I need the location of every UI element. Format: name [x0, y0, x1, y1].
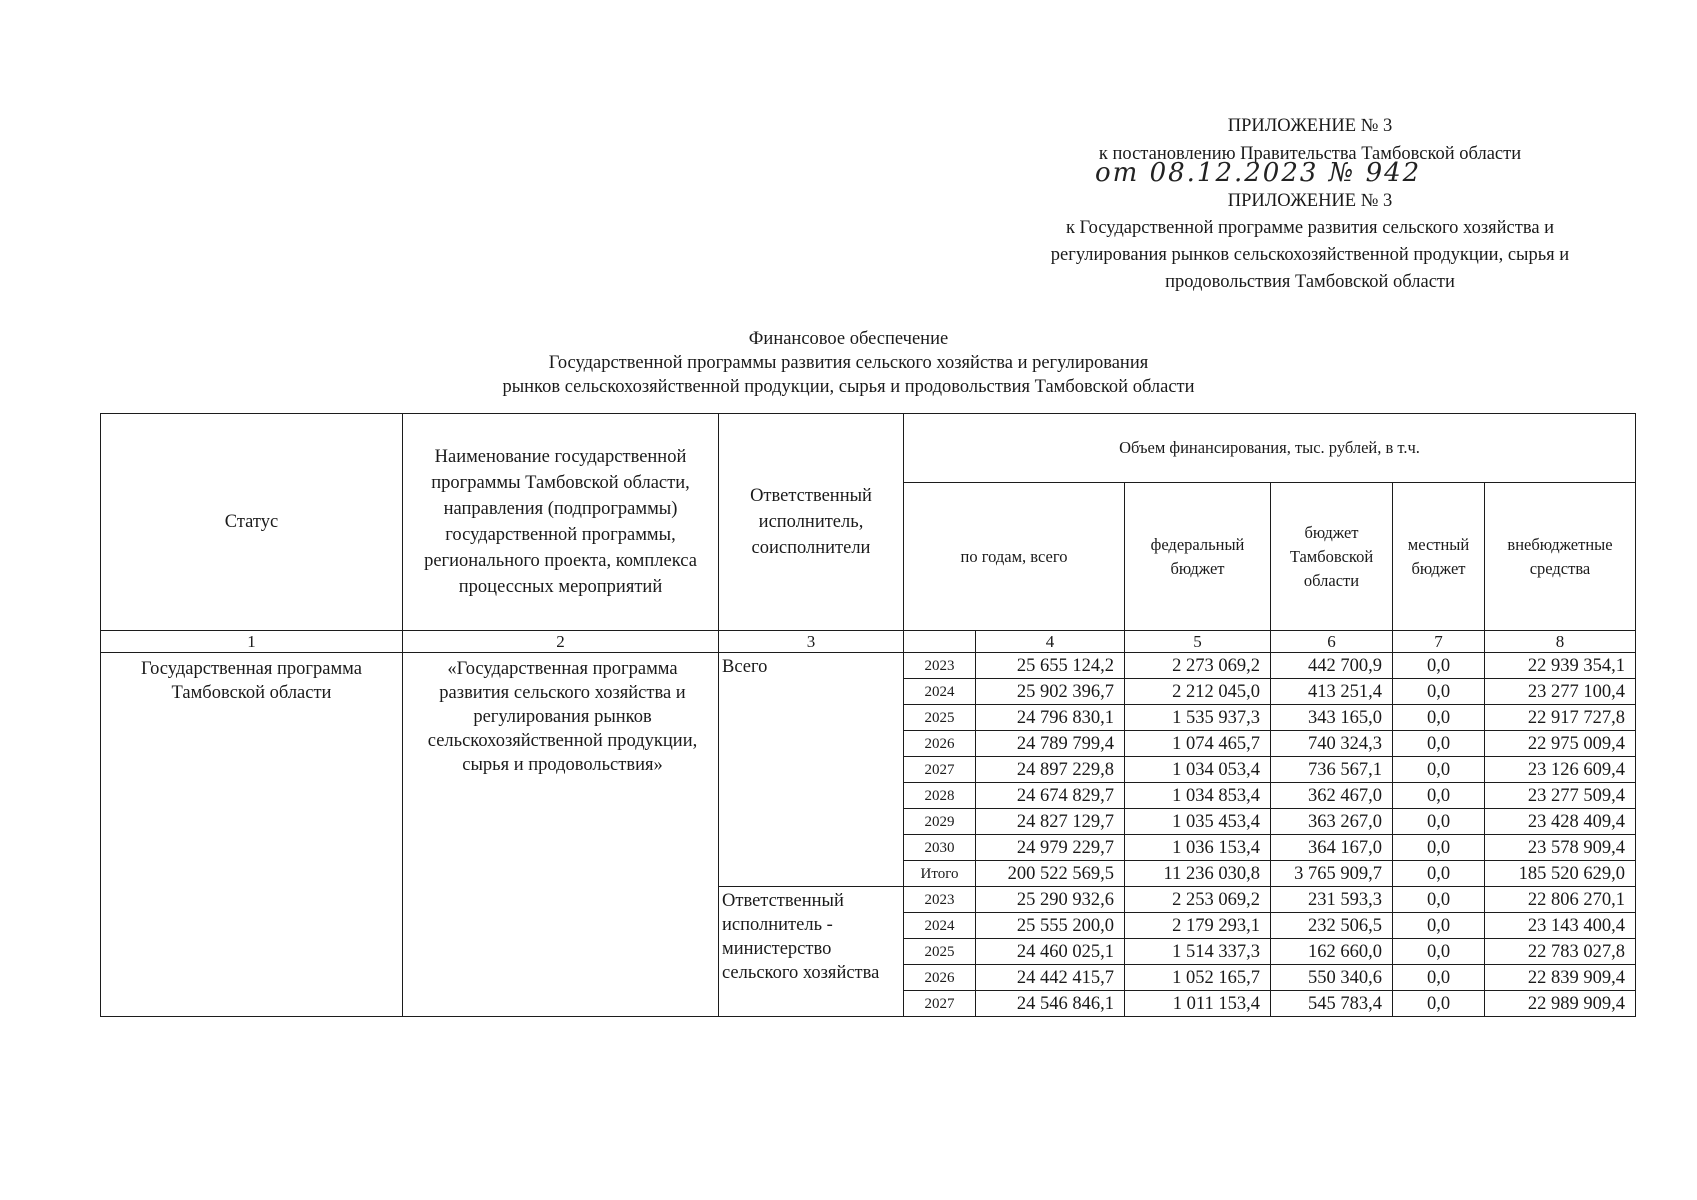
year-cell: 2028	[904, 783, 976, 809]
local-cell: 0,0	[1393, 939, 1485, 965]
status-cell: Государственная программа Тамбовской области	[101, 653, 403, 1017]
local-cell: 0,0	[1393, 861, 1485, 887]
regional-cell: 442 700,9	[1271, 653, 1393, 679]
total-cell: 200 522 569,5	[976, 861, 1125, 887]
year-cell: 2025	[904, 939, 976, 965]
financing-table	[100, 413, 1636, 1017]
total-cell: 24 827 129,7	[976, 809, 1125, 835]
year-cell: 2023	[904, 887, 976, 913]
regional-cell: 232 506,5	[1271, 913, 1393, 939]
regional-cell: 363 267,0	[1271, 809, 1393, 835]
year-cell: 2026	[904, 965, 976, 991]
total-cell: 24 897 229,8	[976, 757, 1125, 783]
regional-cell: 550 340,6	[1271, 965, 1393, 991]
header-name: Наименование государственной программы Тамбовской области, направления (подпрограммы) государственной программы, регионального проекта, комплекса процессных мероприятий	[403, 414, 719, 631]
program-reference-line: к Государственной программе развития сельского хозяйства и	[1065, 218, 1555, 238]
header-extra: внебюджетные средства	[1485, 483, 1636, 631]
local-cell: 0,0	[1393, 783, 1485, 809]
federal-cell: 2 253 069,2	[1125, 887, 1271, 913]
local-cell: 0,0	[1393, 913, 1485, 939]
extra-cell: 22 917 727,8	[1485, 705, 1636, 731]
header-local: местный бюджет	[1393, 483, 1485, 631]
total-cell: 24 796 830,1	[976, 705, 1125, 731]
local-cell: 0,0	[1393, 835, 1485, 861]
year-cell: Итого	[904, 861, 976, 887]
appendix-header-program	[960, 188, 1660, 296]
local-cell: 0,0	[1393, 653, 1485, 679]
federal-cell: 11 236 030,8	[1125, 861, 1271, 887]
column-number: 7	[1393, 631, 1485, 653]
resolution-reference: к постановлению Правительства Тамбовской области	[1098, 144, 1522, 164]
extra-cell: 22 806 270,1	[1485, 887, 1636, 913]
column-number: 5	[1125, 631, 1271, 653]
year-cell: 2027	[904, 757, 976, 783]
local-cell: 0,0	[1393, 887, 1485, 913]
total-cell: 25 555 200,0	[976, 913, 1125, 939]
appendix-label: ПРИЛОЖЕНИЕ № 3	[1227, 191, 1393, 211]
year-cell: 2029	[904, 809, 976, 835]
federal-cell: 2 273 069,2	[1125, 653, 1271, 679]
total-cell: 25 655 124,2	[976, 653, 1125, 679]
executor-cell: Всего	[719, 653, 904, 887]
extra-cell: 22 989 909,4	[1485, 991, 1636, 1017]
year-cell: 2025	[904, 705, 976, 731]
total-cell: 24 546 846,1	[976, 991, 1125, 1017]
header-executor: Ответственный исполнитель, соисполнители	[719, 414, 904, 631]
regional-cell: 364 167,0	[1271, 835, 1393, 861]
year-cell: 2027	[904, 991, 976, 1017]
column-number: 1	[101, 631, 403, 653]
extra-cell: 22 783 027,8	[1485, 939, 1636, 965]
regional-cell: 343 165,0	[1271, 705, 1393, 731]
year-cell: 2023	[904, 653, 976, 679]
regional-cell: 3 765 909,7	[1271, 861, 1393, 887]
total-cell: 24 979 229,7	[976, 835, 1125, 861]
federal-cell: 1 535 937,3	[1125, 705, 1271, 731]
header-status: Статус	[101, 414, 403, 631]
regional-cell: 740 324,3	[1271, 731, 1393, 757]
program-reference-line: регулирования рынков сельскохозяйственной продукции, сырья и	[1050, 245, 1570, 265]
extra-cell: 23 126 609,4	[1485, 757, 1636, 783]
local-cell: 0,0	[1393, 679, 1485, 705]
table-title	[0, 327, 1697, 399]
year-cell: 2030	[904, 835, 976, 861]
year-cell: 2026	[904, 731, 976, 757]
column-number: 8	[1485, 631, 1636, 653]
total-cell: 25 290 932,6	[976, 887, 1125, 913]
total-cell: 24 789 799,4	[976, 731, 1125, 757]
column-number: 2	[403, 631, 719, 653]
local-cell: 0,0	[1393, 731, 1485, 757]
federal-cell: 1 052 165,7	[1125, 965, 1271, 991]
header-by-years: по годам, всего	[904, 483, 1125, 631]
column-number: 4	[976, 631, 1125, 653]
year-cell: 2024	[904, 679, 976, 705]
extra-cell: 185 520 629,0	[1485, 861, 1636, 887]
extra-cell: 22 975 009,4	[1485, 731, 1636, 757]
table-title-line: рынков сельскохозяйственной продукции, сырья и продовольствия Тамбовской области	[502, 377, 1195, 397]
column-number: 6	[1271, 631, 1393, 653]
table-row	[101, 653, 1636, 679]
table-title-line: Финансовое обеспечение	[748, 329, 949, 349]
executor-cell: Ответственный исполнитель - министерство сельского хозяйства	[719, 887, 904, 1017]
regional-cell: 736 567,1	[1271, 757, 1393, 783]
extra-cell: 22 939 354,1	[1485, 653, 1636, 679]
local-cell: 0,0	[1393, 991, 1485, 1017]
year-cell: 2024	[904, 913, 976, 939]
appendix-label: ПРИЛОЖЕНИЕ № 3	[1227, 116, 1393, 136]
regional-cell: 413 251,4	[1271, 679, 1393, 705]
federal-cell: 1 035 453,4	[1125, 809, 1271, 835]
total-cell: 24 674 829,7	[976, 783, 1125, 809]
federal-cell: 1 036 153,4	[1125, 835, 1271, 861]
extra-cell: 22 839 909,4	[1485, 965, 1636, 991]
extra-cell: 23 578 909,4	[1485, 835, 1636, 861]
header-federal: федеральный бюджет	[1125, 483, 1271, 631]
federal-cell: 1 034 053,4	[1125, 757, 1271, 783]
column-number: 3	[719, 631, 904, 653]
column-number-blank	[904, 631, 976, 653]
federal-cell: 2 212 045,0	[1125, 679, 1271, 705]
regional-cell: 545 783,4	[1271, 991, 1393, 1017]
table-title-line: Государственной программы развития сельского хозяйства и регулирования	[548, 353, 1149, 373]
local-cell: 0,0	[1393, 705, 1485, 731]
regional-cell: 231 593,3	[1271, 887, 1393, 913]
local-cell: 0,0	[1393, 757, 1485, 783]
extra-cell: 23 277 100,4	[1485, 679, 1636, 705]
extra-cell: 23 428 409,4	[1485, 809, 1636, 835]
regional-cell: 362 467,0	[1271, 783, 1393, 809]
local-cell: 0,0	[1393, 809, 1485, 835]
federal-cell: 1 034 853,4	[1125, 783, 1271, 809]
federal-cell: 2 179 293,1	[1125, 913, 1271, 939]
header-regional: бюджет Тамбовской области	[1271, 483, 1393, 631]
handwritten-date-number: от 08.12.2023 № 942	[1095, 158, 1422, 188]
extra-cell: 23 143 400,4	[1485, 913, 1636, 939]
federal-cell: 1 074 465,7	[1125, 731, 1271, 757]
total-cell: 25 902 396,7	[976, 679, 1125, 705]
local-cell: 0,0	[1393, 965, 1485, 991]
header-funding: Объем финансирования, тыс. рублей, в т.ч.	[904, 414, 1636, 483]
federal-cell: 1 011 153,4	[1125, 991, 1271, 1017]
federal-cell: 1 514 337,3	[1125, 939, 1271, 965]
extra-cell: 23 277 509,4	[1485, 783, 1636, 809]
program-reference-line: продовольствия Тамбовской области	[1165, 272, 1455, 292]
regional-cell: 162 660,0	[1271, 939, 1393, 965]
program-name-cell: «Государственная программа развития сельского хозяйства и регулирования рынков сельскохозяйственной продукции, сырья и продовольствия»	[403, 653, 719, 1017]
total-cell: 24 442 415,7	[976, 965, 1125, 991]
total-cell: 24 460 025,1	[976, 939, 1125, 965]
